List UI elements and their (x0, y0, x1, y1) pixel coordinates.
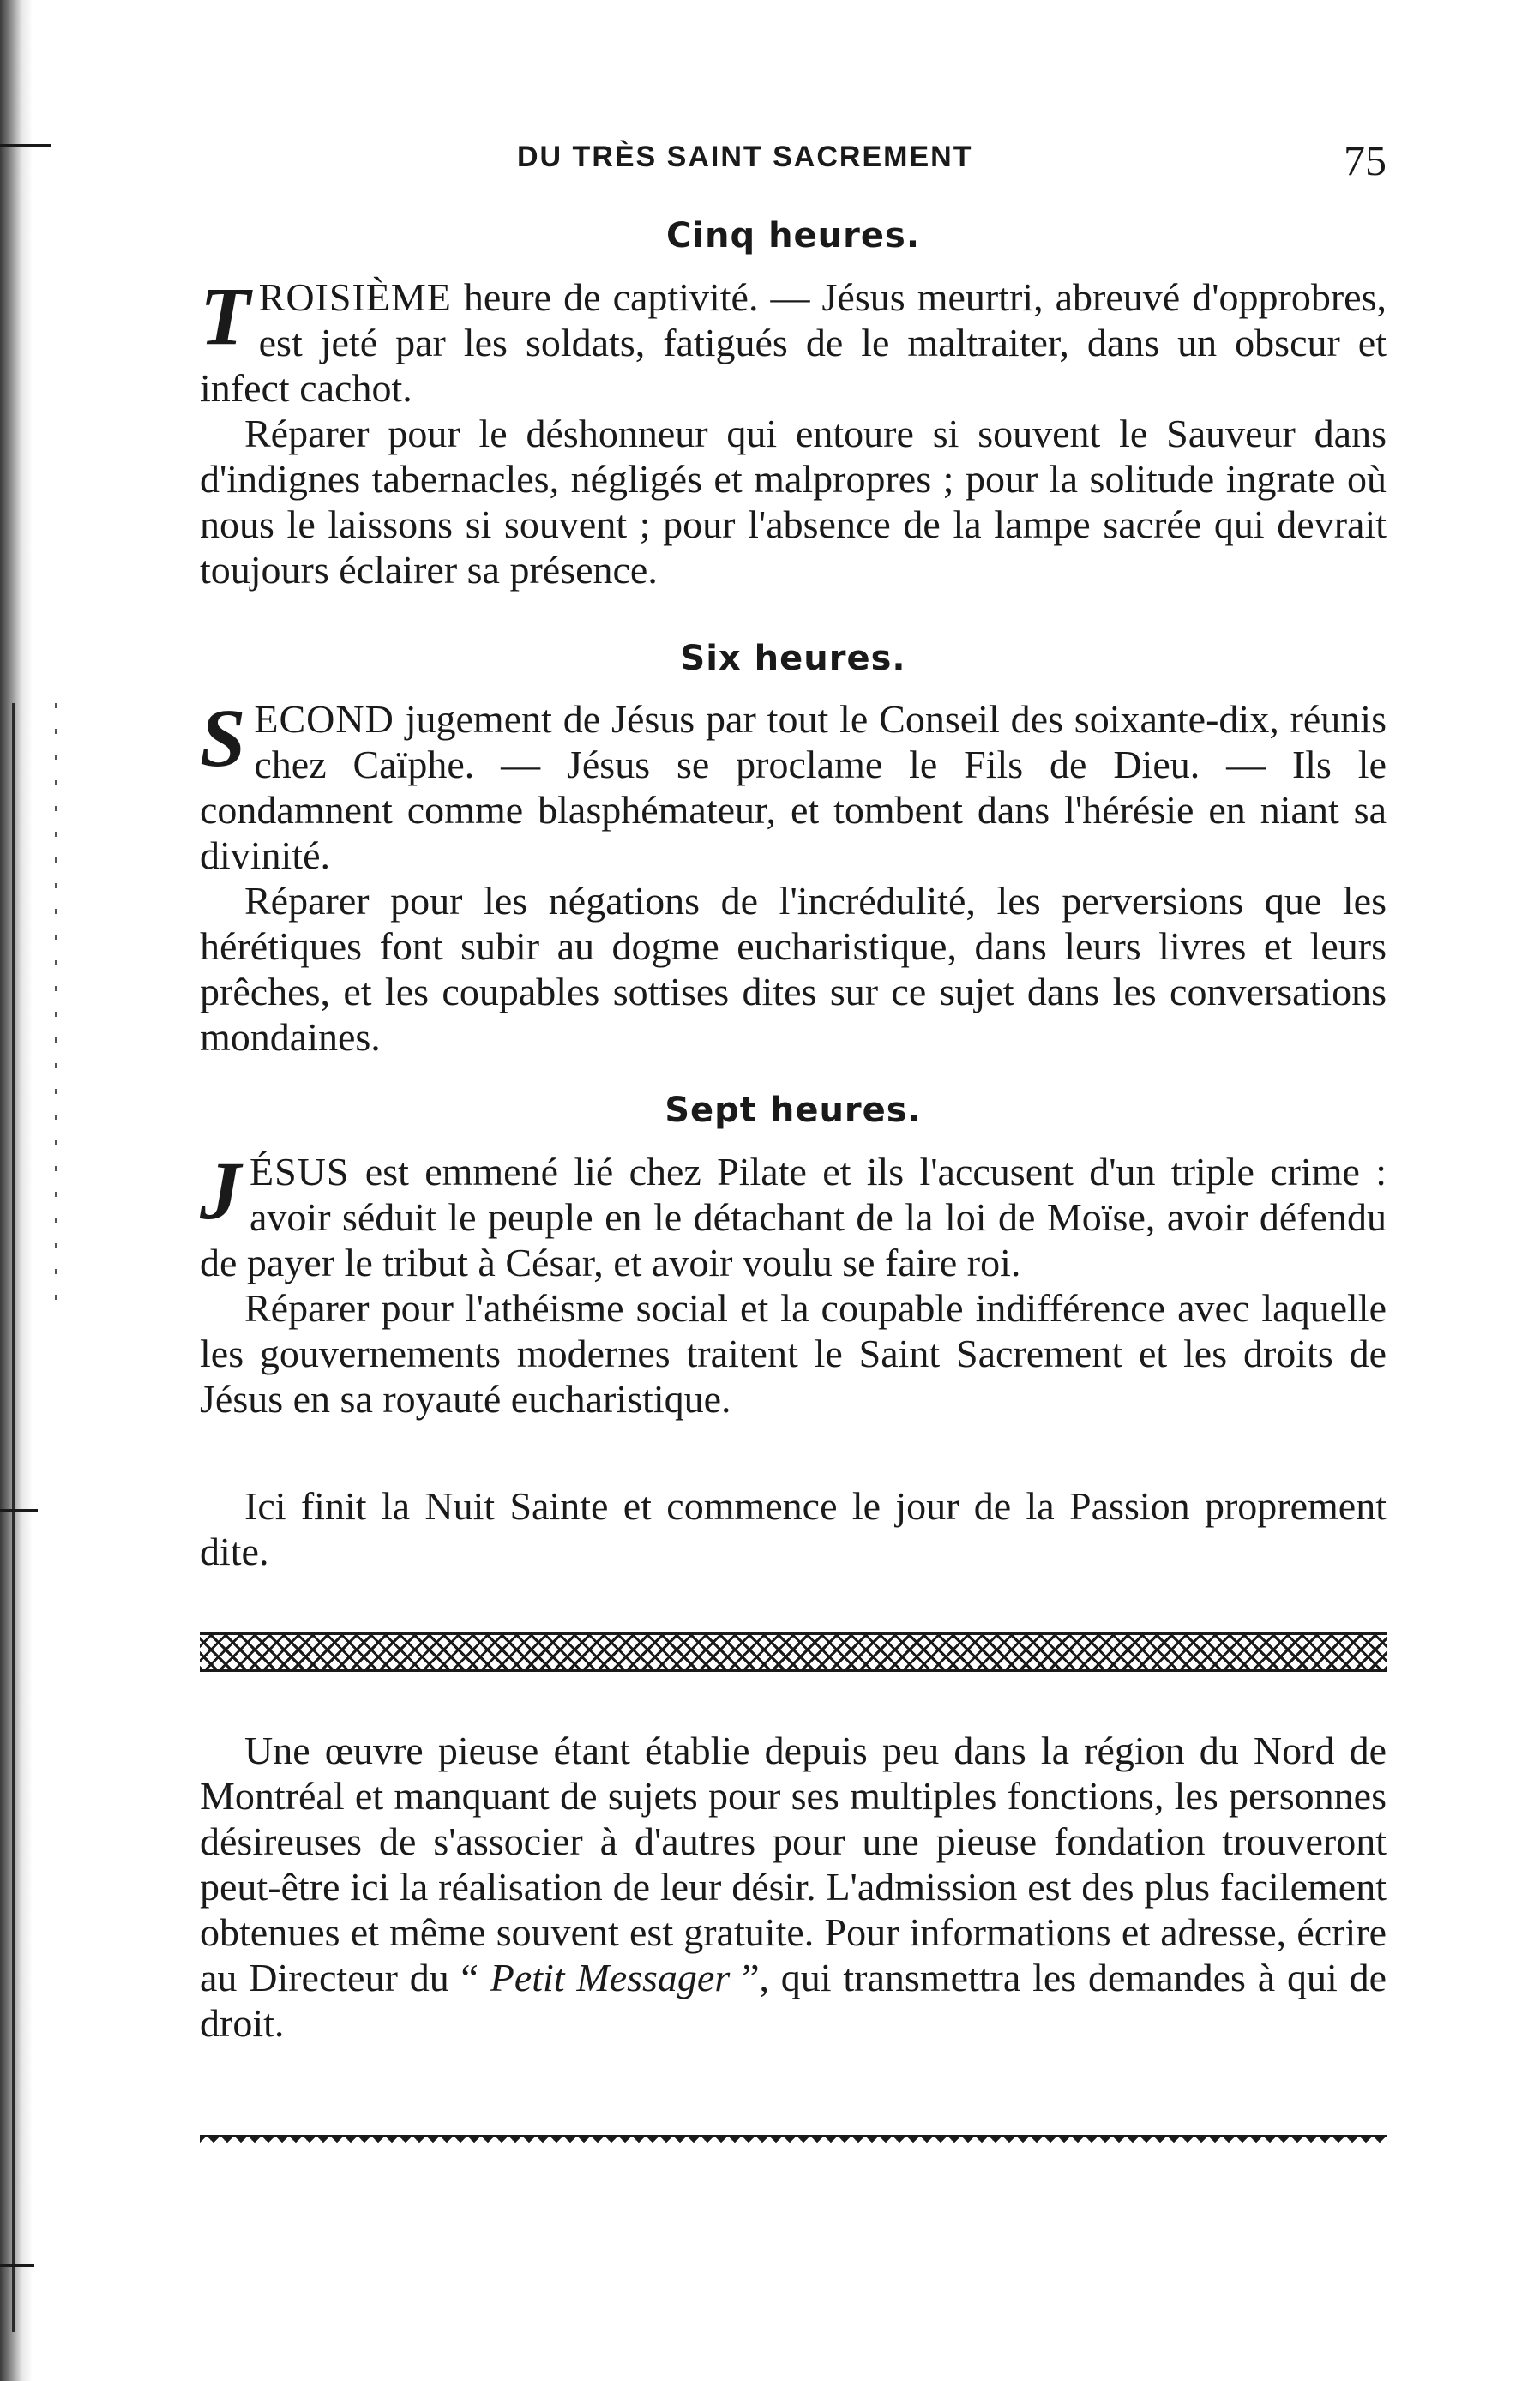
binding-edge (0, 0, 33, 2381)
binding-rule (12, 703, 15, 2332)
reparation-paragraph: Réparer pour les négations de l'incrédulité, les perversions que les hérétiques font subir au dogme eucharistique, dans leurs livres et leurs prêches, et les coupables sottises dites sur ce sujet dans les conversations mondaines. (200, 879, 1387, 1059)
closing-section (200, 1483, 1387, 1574)
section-heading: Cinq heures. (665, 216, 921, 256)
section-body (200, 1145, 1387, 1422)
lead-text: heure de captivité. — Jésus meurtri, abreuvé d'opprobres, est jeté par les soldats, fatigués de le maltraiter, dans un obscur et infect cachot. (200, 275, 1387, 410)
margin-dots (55, 703, 57, 1303)
section-heading: Sept heures. (665, 1091, 922, 1130)
section-body (200, 270, 1387, 592)
lead-smallcaps: ECOND (254, 697, 394, 741)
lead-paragraph (200, 1145, 1387, 1285)
lead-paragraph (200, 270, 1387, 411)
notice-section (200, 1728, 1387, 2046)
section-heading: Six heures. (680, 639, 906, 678)
ornamental-divider (200, 1632, 1387, 1672)
lead-text: jugement de Jésus par tout le Conseil des soixante-dix, réunis chez Caïphe. — Jésus se proclame le Fils de Dieu. — Ils le condamnent comme blasphémateur, et tombent dans l'hérésie en niant sa divinité. (200, 697, 1387, 877)
binding-mark (0, 1509, 38, 1512)
reparation-paragraph: Réparer pour le déshonneur qui entoure si souvent le Sauveur dans d'indignes tabernacles, négligés et malpropres ; pour la solitude ingrate où nous le laissons si souvent ; pour l'absence de la lampe sacrée qui devrait toujours éclairer sa présence. (200, 412, 1387, 592)
reparation-paragraph: Réparer pour l'athéisme social et la coupable indifférence avec laquelle les gouvernements modernes traitent le Saint Sacrement et les droits de Jésus en sa royauté eucharistique. (200, 1286, 1387, 1421)
binding-mark (0, 2264, 34, 2267)
notice-text: Une œuvre pieuse étant établie depuis peu dans la région du Nord de Montréal et manquant de sujets pour ses multiples fonctions, les personnes désireuses de s'associer à d'autres pour une pieuse fondation trouveront peut-être ici la réalisation de leur désir. L'admission est des plus facilement obtenues et même souvent est gratuite. Pour informations et adresse, écrire au Directeur du “ (200, 1729, 1387, 1999)
drop-cap: J (200, 1145, 241, 1236)
notice-text-end: ”, qui transmettra les demandes à qui de droit. (200, 1956, 1387, 2045)
running-head (200, 135, 1387, 187)
lead-smallcaps: ÉSUS (250, 1150, 350, 1194)
section-body (200, 692, 1387, 1060)
running-title: DU TRÈS SAINT SACREMENT (517, 141, 973, 173)
lead-smallcaps: ROISIÈME (258, 275, 452, 319)
notice-title: Petit Messager (490, 1956, 731, 1999)
page-number: 75 (1344, 136, 1387, 184)
closing-paragraph: Ici finit la Nuit Sainte et commence le jour de la Passion proprement dite. (200, 1484, 1387, 1573)
drop-cap: S (200, 692, 246, 784)
binding-mark (0, 144, 51, 147)
notice-paragraph (200, 1728, 1387, 2046)
lead-paragraph (200, 692, 1387, 878)
lead-text: est emmené lié chez Pilate et ils l'accusent d'un triple crime : avoir séduit le peuple en le détachant de la loi de Moïse, avoir défendu de payer le tribut à César, et avoir voulu se faire roi. (200, 1150, 1387, 1284)
bottom-ornament-rule (200, 2135, 1387, 2149)
drop-cap: T (200, 270, 250, 362)
